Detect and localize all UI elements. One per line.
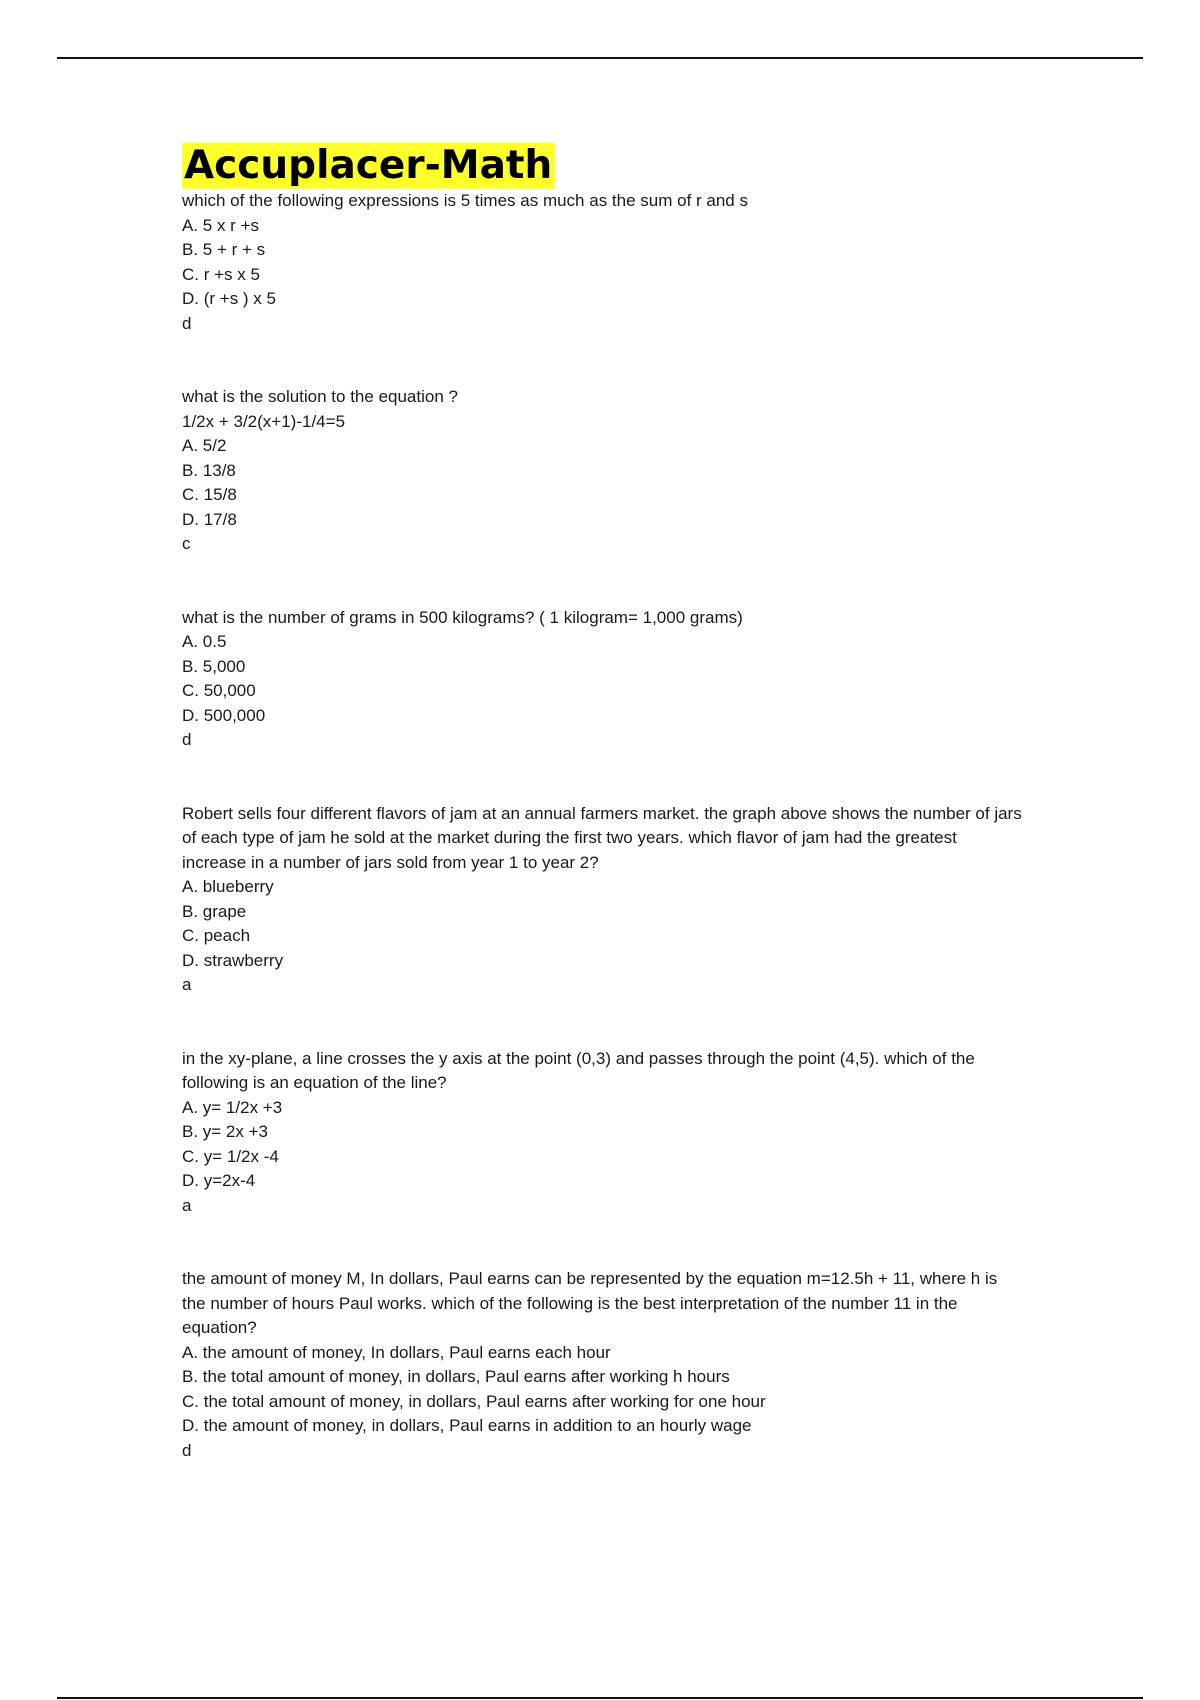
option-c: C. the total amount of money, in dollars, Paul earns after working for one hour bbox=[182, 1391, 766, 1411]
option-b: B. y= 2x +3 bbox=[182, 1122, 268, 1141]
option-b: B. the total amount of money, in dollars, Paul earns after working h hours bbox=[182, 1367, 730, 1386]
question-prompt: the amount of money M, In dollars, Paul earns can be represented by the equation m=12.5h + 11, where h is the number of hours Paul works. which of the following is the best interpretation of the number 11 in the equation? bbox=[182, 1269, 1002, 1337]
question-prompt: Robert sells four different flavors of jam at an annual farmers market. the graph above shows the number of jars of each type of jam he sold at the market during the first two years. which flavor of jam had the greatest increase in a number of jars sold from year 1 to year 2? bbox=[182, 803, 1027, 872]
answer-key: c bbox=[182, 534, 191, 553]
option-c: C. y= 1/2x -4 bbox=[182, 1146, 279, 1166]
option-d: D. 500,000 bbox=[182, 705, 266, 725]
question-4 bbox=[182, 802, 1027, 998]
question-6 bbox=[182, 1267, 1022, 1463]
option-c: C. 15/8 bbox=[182, 485, 237, 504]
bottom-rule bbox=[57, 1697, 1143, 1699]
question-1 bbox=[182, 189, 1022, 336]
answer-key: a bbox=[182, 975, 192, 994]
answer-key: d bbox=[182, 313, 192, 333]
document-title: Accuplacer-Math bbox=[182, 143, 555, 189]
question-2 bbox=[182, 385, 1022, 557]
option-b: B. 5 + r + s bbox=[182, 240, 266, 259]
option-d: D. 17/8 bbox=[182, 509, 237, 529]
option-b: B. grape bbox=[182, 901, 247, 921]
document-body bbox=[182, 143, 1027, 1463]
option-c: C. 50,000 bbox=[182, 681, 256, 700]
option-d: D. the amount of money, in dollars, Paul earns in addition to an hourly wage bbox=[182, 1416, 752, 1435]
top-rule bbox=[57, 57, 1143, 59]
answer-key: a bbox=[182, 1195, 192, 1215]
answer-key: d bbox=[182, 1440, 192, 1460]
option-d: D. (r +s ) x 5 bbox=[182, 289, 276, 308]
option-a: A. 0.5 bbox=[182, 632, 227, 651]
question-prompt: which of the following expressions is 5 times as much as the sum of r and s bbox=[182, 191, 748, 210]
question-equation: 1/2x + 3/2(x+1)-1/4=5 bbox=[182, 411, 346, 431]
option-a: A. 5 x r +s bbox=[182, 215, 259, 235]
option-a: A. 5/2 bbox=[182, 436, 227, 455]
option-c: C. peach bbox=[182, 926, 251, 945]
option-d: D. y=2x-4 bbox=[182, 1171, 256, 1190]
option-a: A. the amount of money, In dollars, Paul earns each hour bbox=[182, 1342, 611, 1362]
question-prompt: in the xy-plane, a line crosses the y axis at the point (0,3) and passes through the point (4,5). which of the following is an equation of the line? bbox=[182, 1048, 980, 1092]
option-a: A. blueberry bbox=[182, 877, 274, 896]
question-list bbox=[182, 189, 1027, 1463]
question-prompt: what is the solution to the equation ? bbox=[182, 387, 458, 406]
option-b: B. 13/8 bbox=[182, 460, 236, 480]
question-5 bbox=[182, 1047, 1022, 1219]
option-d: D. strawberry bbox=[182, 950, 284, 970]
question-prompt: what is the number of grams in 500 kilograms? ( 1 kilogram= 1,000 grams) bbox=[182, 607, 743, 627]
option-a: A. y= 1/2x +3 bbox=[182, 1097, 283, 1117]
option-c: C. r +s x 5 bbox=[182, 264, 260, 284]
option-b: B. 5,000 bbox=[182, 656, 246, 676]
answer-key: d bbox=[182, 730, 192, 749]
question-3 bbox=[182, 606, 1022, 753]
